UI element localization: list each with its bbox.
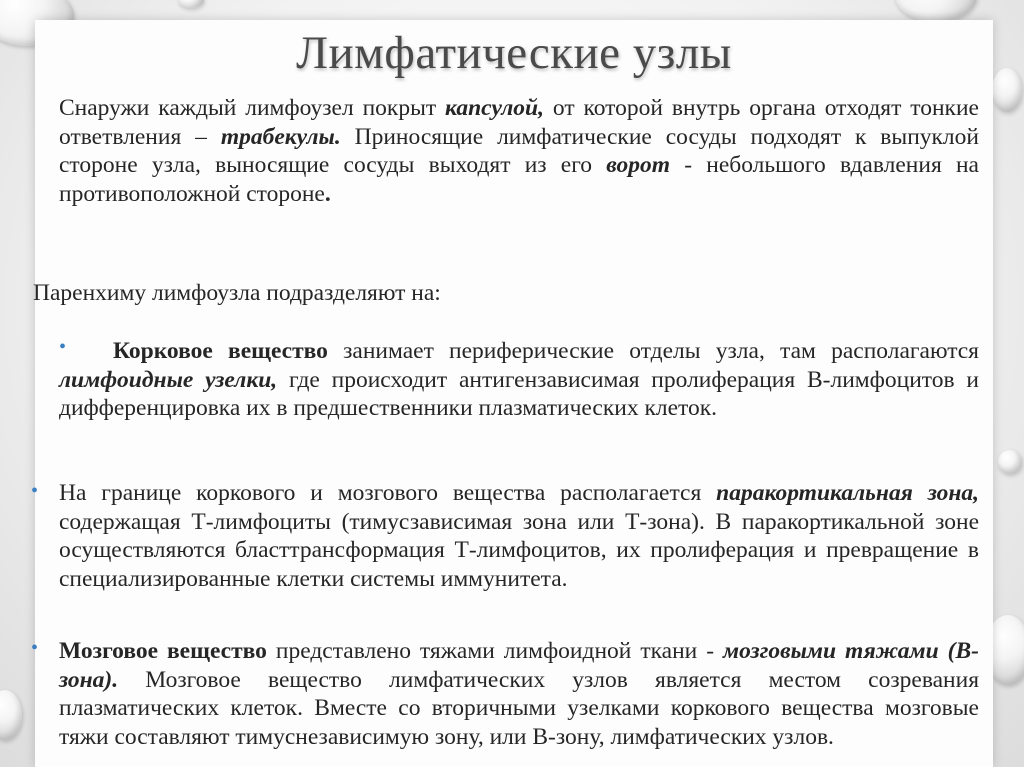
- text: - небольшого вдавления на противоположной стороне: [59, 152, 979, 207]
- decor-droplet: [178, 0, 204, 8]
- term-cortex: Корковое вещество: [113, 338, 328, 364]
- text: На границе коркового и мозгового вещества располагается: [59, 480, 717, 506]
- list-item-cortex: [59, 337, 979, 423]
- bullet: •: [59, 336, 67, 358]
- text: .: [324, 180, 331, 207]
- slide: [31, 20, 993, 767]
- term-trabeculae: трабекулы.: [220, 123, 341, 150]
- text: Снаружи каждый лимфоузел покрыт: [59, 95, 446, 121]
- decor-droplet: [895, 0, 977, 22]
- term-capsule: капсулой,: [445, 95, 544, 121]
- slide-title: Лимфатические узлы: [296, 27, 732, 79]
- term-lymphoid-nodules: лимфоидные узелки,: [59, 366, 278, 393]
- text: занимает периферические отделы узла, там располагаются: [327, 338, 979, 364]
- parenchyma-heading: Паренхиму лимфоузла подразделяют на:: [33, 280, 441, 306]
- term-medullary-cords: мозговыми тяжами (В-зона).: [59, 638, 979, 693]
- decor-droplet: [992, 68, 1022, 112]
- decor-droplet: [0, 690, 22, 740]
- text: содержащая Т-лимфоциты (тимусзависимая зона или Т-зона). В паракортикальной зоне осуществляются бласттрансформация Т-лимфоцитов, их пролиферация и превращение в специализированные клетки системы иммунитета.: [59, 508, 979, 592]
- decor-droplet: [998, 450, 1022, 474]
- text: где происходит антигензависимая пролиферация В-лимфоцитов и дифференцировка их в предшественники плазматических клеток.: [59, 366, 979, 421]
- text: Приносящие лимфатические сосуды подходят к выпуклой стороне узла, выносящие сосуды выходят из его: [59, 123, 979, 178]
- bullet: •: [31, 480, 39, 502]
- text: от которой внутрь органа отходят тонкие ответвления –: [59, 95, 979, 150]
- list-item-medulla: [59, 637, 979, 751]
- term-paracortical-zone: паракортикальная зона,: [716, 480, 979, 506]
- text: представлено тяжами лимфоидной ткани -: [266, 638, 723, 664]
- text: Мозговое вещество лимфатических узлов является местом созревания плазматических клеток. Вместе со вторичными узелками коркового вещества мозговые тяжи составляют тимуснезависимую зону, или В-зону, лимфатических узлов.: [59, 666, 979, 750]
- bullet: •: [31, 637, 39, 659]
- term-medulla: Мозговое вещество: [59, 638, 267, 664]
- list-item-paracortex: [59, 479, 979, 593]
- intro-paragraph: [59, 94, 979, 208]
- term-hilum: ворот: [606, 152, 670, 178]
